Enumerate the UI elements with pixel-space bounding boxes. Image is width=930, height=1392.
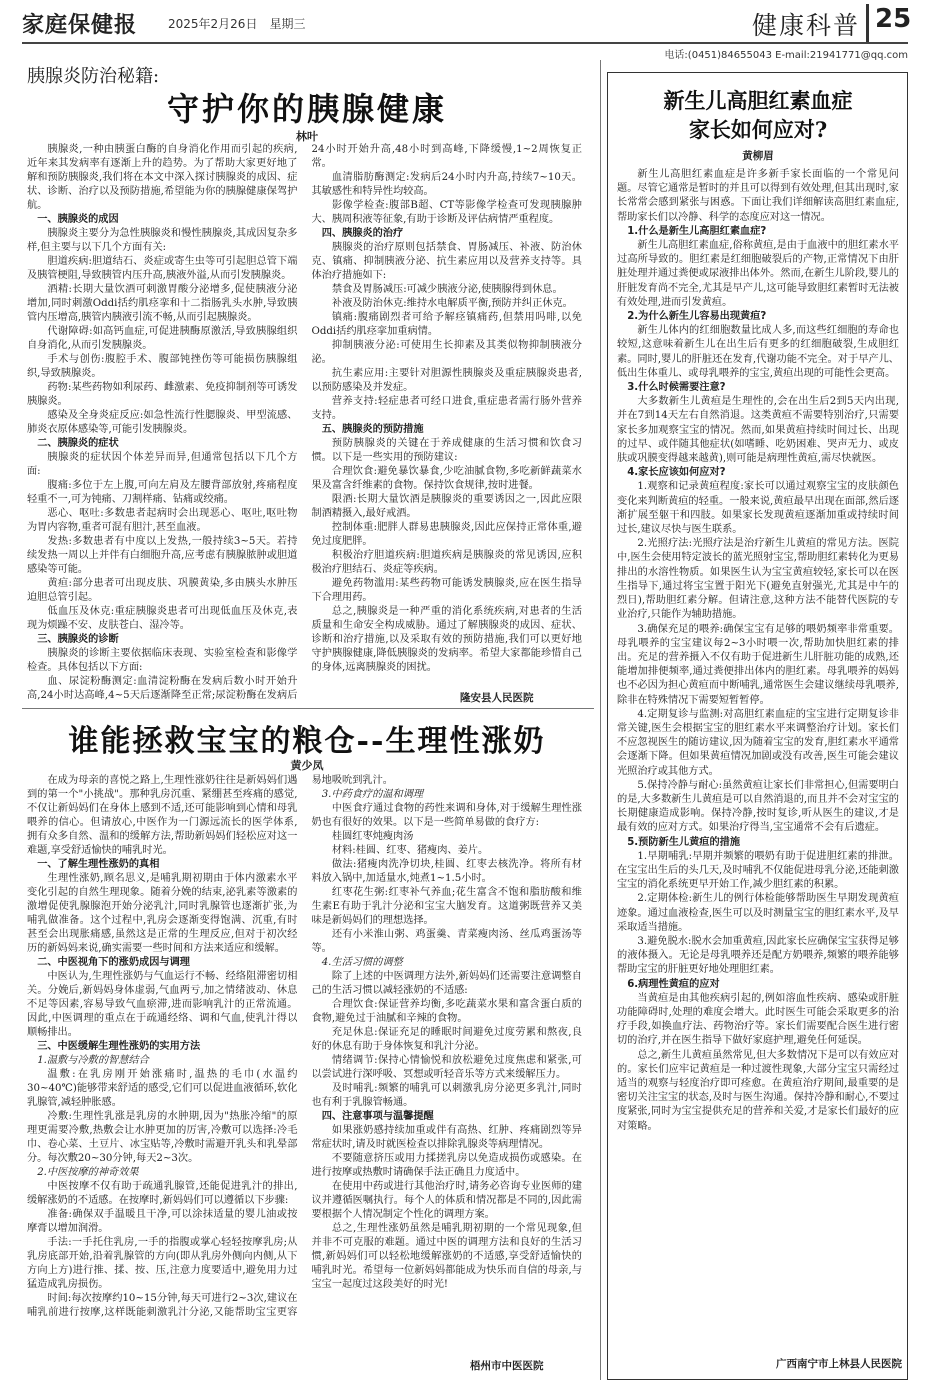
section-heading: 4.生活习惯的调整 (321, 957, 403, 968)
paragraph: 恶心、呕吐:多数患者起病时会出现恶心、呕吐,呕吐物为胃内容物,重者可混有胆汁,甚至血液。 (27, 508, 298, 533)
paragraph: 温敷:在乳房刚开始涨痛时,温热的毛巾(水温约30~40℃)能够带来舒适的感受,它们可以促进血液循环,软化乳腺管,减轻肿胀感。 (27, 1069, 298, 1108)
article1-title: 守护你的胰腺健康 (166, 90, 447, 128)
section-heading: 1.什么是新生儿高胆红素血症? (627, 225, 767, 237)
paragraph: 胰腺炎,一种由胰蛋白酶的自身消化作用而引起的疾病,近年来其发病率有逐渐上升的趋势。为了帮助大家更好地了解和预防胰腺炎,我们将在本文中深入探讨胰腺炎的成因、症状、诊断、治疗以及预防措施,希望能为你的胰腺健康保驾护航。 (27, 144, 298, 211)
paragraph: 1.观察和记录黄疸程度:家长可以通过观察宝宝的皮肤颜色变化来判断黄疸的轻重。一般来说,黄疸最早出现在面部,然后逐渐扩展至躯干和四肢。如果家长发现黄疸逐渐加重或持续时间过长,建议尽快与医生联系。 (617, 481, 899, 536)
section-heading: 2.中医按摩的神奇效果 (37, 1167, 139, 1178)
section-heading: 1.温敷与冷敷的智慧结合 (37, 1055, 149, 1066)
paragraph: 新生儿体内的红细胞数量比成人多,而这些红细胞的寿命也较短,这意味着新生儿在出生后有更多的红细胞破裂,生成胆红素。同时,婴儿的肝脏还在发育,代谢功能不完全。对于早产儿、低出生体重儿、或母乳喂养的宝宝,黄疸出现的可能性会更高。 (617, 325, 899, 379)
section-heading: 二、胰腺炎的症状 (37, 438, 119, 449)
paragraph: 红枣花生粥:红枣补气养血;花生富含不饱和脂肪酸和维生素E有助于乳汁分泌和宝宝大脑发育。这道粥既营养又美味是新妈妈们的理想选择。 (311, 887, 582, 926)
paragraph: 时间:每次按摩约10~15分钟,每天可进行2~3次,建议在哺乳前进行按摩,这样既能刺激乳汁分泌,又能帮助宝宝更容易地吸吮到乳汁。 (27, 775, 393, 1318)
section-heading: 5.预防新生儿黄疸的措施 (627, 836, 741, 848)
paragraph: 手法:一手托住乳房,一手的指腹或掌心轻轻按摩乳房;从乳房底部开始,沿着乳腺管的方向(即从乳房外侧向内侧,从下方向上方)进行推、揉、按、压,注意力度要适中,避免用力过猛造成乳房损伤。 (27, 1237, 298, 1290)
paragraph: 大多数新生儿黄疸是生理性的,会在出生后2到5天内出现,并在7到14天左右自然消退。这类黄疸不需要特别治疗,只需要家长多加观察宝宝的情况。然而,如果黄疸持续时间过长、出现的过早、或伴随其他症状(如嗜睡、吃奶困难、哭声无力、或皮肤或巩膜变得越来越黄),则可能是病理性黄疸,需尽快就医。 (617, 396, 899, 465)
paragraph: 胰腺炎的诊断主要依据临床表现、实验室检查和影像学检查。具体包括以下方面: (27, 648, 298, 673)
section-heading: 五、胰腺炎的预防措施 (321, 424, 424, 435)
article2-body (27, 774, 582, 1370)
paragraph: 及时哺乳:频繁的哺乳可以刺激乳房分泌更多乳汁,同时也有利于乳腺管畅通。 (311, 1083, 582, 1108)
article1-author: 林叶 (296, 130, 318, 143)
paragraph: 酒精:长期大量饮酒可刺激胃酸分泌增多,促使胰液分泌增加,同时刺激Oddi括约肌痉挛和十二指肠乳头水肿,导致胰管内压增高,胰管内胰液引流不畅,从而引起胰腺炎。 (27, 284, 298, 323)
paragraph: 血、尿淀粉酶测定:血清淀粉酶在发病后数小时开始升高,24小时达高峰,4~5天后逐渐降至正常;尿淀粉酶在发病后24小时开始升高,48小时到高峰,下降缓慢,1~2周恢复正常。 (27, 144, 582, 701)
paragraph: 控制体重:肥胖人群易患胰腺炎,因此应保持正常体重,避免过度肥胖。 (311, 522, 582, 547)
paragraph: 中医按摩不仅有助于疏通乳腺管,还能促进乳汁的排出,缓解涨奶的不适感。在按摩时,新妈妈们可以遵循以下步骤: (27, 1181, 298, 1206)
article1-kicker: 胰腺炎防治秘籍: (27, 66, 160, 87)
contact-line: 电话:(0451)84655043 E-mail:21941771@qq.com (664, 50, 908, 61)
section-heading: 3.什么时候需要注意? (627, 382, 726, 394)
paragraph: 新生儿高胆红素血症是许多新手家长面临的一个常见问题。尽管它通常是暂时的并且可以得到有效处理,但其出现时,家长常常会感到紧张与困惑。下面让我们详细解读高胆红素血症,帮助家长们以冷静、科学的态度应对这一情况。 (617, 169, 899, 223)
paragraph: 准备:确保双手温暖且干净,可以涂抹适量的婴儿油或按摩膏以增加润滑。 (27, 1209, 298, 1234)
paragraph: 材料:桂圆、红枣、猪瘦肉、姜片。 (331, 845, 489, 856)
section-heading: 三、中医缓解生理性涨奶的实用方法 (37, 1041, 201, 1052)
paragraph: 不要随意挤压或用力揉搓乳房以免造成损伤或感染。在进行按摩或热敷时请确保手法正确且力度适中。 (311, 1153, 582, 1178)
paragraph: 新生儿高胆红素血症,俗称黄疸,是由于血液中的胆红素水平过高所导致的。胆红素是红细胞破裂后的产物,正常情况下由肝脏处理并通过粪便或尿液排出体外。然而,在新生儿阶段,婴儿的肝脏发育尚不完全,尤其是早产儿,这可能导致胆红素暂时无法被有效处理,进而引发黄疸。 (617, 240, 899, 308)
paragraph: 抗生素应用:主要针对胆源性胰腺炎及重症胰腺炎患者,以预防感染及并发症。 (311, 368, 582, 393)
paragraph: 血清脂肪酶测定:发病后24小时内升高,持续7~10天。其敏感性和特异性均较高。 (311, 172, 582, 197)
paragraph: 避免药物滥用:某些药物可能诱发胰腺炎,应在医生指导下合理用药。 (311, 578, 582, 603)
horizontal-divider (22, 708, 594, 709)
article1-source: 隆安县人民医院 (460, 692, 534, 704)
paragraph: 限酒:长期大量饮酒是胰腺炎的重要诱因之一,因此应限制酒精摄入,最好戒酒。 (311, 494, 582, 519)
article3-source: 广西南宁市上林县人民医院 (776, 1358, 902, 1370)
paragraph: 除了上述的中医调理方法外,新妈妈们还需要注意调整自己的生活习惯以减轻涨奶的不适感: (311, 971, 582, 996)
paragraph: 胰腺炎的症状因个体差异而异,但通常包括以下几个方面: (27, 452, 298, 477)
paragraph: 黄疸:部分患者可出现皮肤、巩膜黄染,多由胰头水肿压迫胆总管引起。 (27, 578, 298, 603)
paragraph: 感染及全身炎症反应:如急性流行性腮腺炎、甲型流感、肺炎衣原体感染等,可能引发胰腺炎。 (27, 410, 298, 435)
paragraph: 影像学检查:腹部B超、CT等影像学检查可发现胰腺肿大、胰周积液等征象,有助于诊断及评估病情严重程度。 (311, 200, 582, 225)
paragraph: 在成为母亲的喜悦之路上,生理性涨奶往往是新妈妈们遇到的第一个"小挑战"。那种乳房沉重、紧绷甚至疼痛的感觉,不仅让新妈妈们在身体上感到不适,还可能影响到心情和母乳喂养的信心。但请放心,中医作为一门源远流长的医学体系,拥有众多自然、温和的缓解方法,帮助新妈妈们轻松应对这一难题,享受舒适愉快的哺乳时光。 (27, 775, 298, 856)
paragraph: 营养支持:轻症患者可经口进食,重症患者需行肠外营养支持。 (311, 396, 582, 421)
paragraph: 4.定期复诊与监测:对高胆红素血症的宝宝进行定期复诊非常关键,医生会根据宝宝的胆红素水平来调整治疗计划。家长们不应忽视医生的随访建议,因为随着宝宝的发育,胆红素水平通常会逐渐下降。但如果黄疸情况加剧或没有改善,医生可能会建议光照治疗或其他方式。 (617, 708, 899, 777)
paragraph: 补液及防治休克:维持水电解质平衡,预防并纠正休克。 (331, 298, 573, 309)
paragraph: 3.避免脱水:脱水会加重黄疸,因此家长应确保宝宝获得足够的液体摄入。无论是母乳喂养还是配方奶喂养,频繁的喂养能够帮助宝宝的肝脏更好地处理胆红素。 (617, 935, 899, 976)
paragraph: 情绪调节:保持心情愉悦和放松避免过度焦虑和紧张,可以尝试进行深呼吸、冥想或听轻音乐等方式来缓解压力。 (311, 1055, 582, 1080)
paragraph: 在使用中药或进行其他治疗时,请务必咨询专业医师的建议并遵循医嘱执行。每个人的体质和情况都是不同的,因此需要根据个人情况制定个性化的调理方案。 (311, 1181, 582, 1220)
paragraph: 腹痛:多位于左上腹,可向左肩及左腰背部放射,疼痛程度轻重不一,可为钝痛、刀割样痛、钻痛或绞痛。 (27, 480, 298, 505)
masthead (22, 4, 912, 44)
paragraph: 2.定期体检:新生儿的例行体检能够帮助医生早期发现黄疸迹象。通过血液检查,医生可以及时测量宝宝的胆红素水平,及早采取适当措施。 (617, 893, 899, 933)
paragraph: 代谢障碍:如高钙血症,可促进胰酶原激活,导致胰腺组织自身消化,从而引发胰腺炎。 (27, 326, 298, 351)
section-heading: 四、胰腺炎的治疗 (321, 228, 404, 239)
article2-source: 梧州市中医医院 (470, 1360, 544, 1372)
paragraph: 禁食及胃肠减压:可减少胰液分泌,使胰腺得到休息。 (331, 284, 563, 295)
section-heading: 四、注意事项与温馨提醒 (321, 1111, 434, 1122)
paragraph: 充足休息:保证充足的睡眠时间避免过度劳累和熬夜,良好的休息有助于身体恢复和乳汁分泌。 (311, 1027, 582, 1052)
section-heading: 一、胰腺炎的成因 (37, 214, 119, 225)
newspaper-name: 家庭保健报 (22, 13, 138, 38)
paragraph: 镇痛:腹痛剧烈者可给予解痉镇痛药,但禁用吗啡,以免Oddi括约肌痉挛加重病情。 (311, 312, 582, 337)
paragraph: 2.光照疗法:光照疗法是治疗新生儿黄疸的常见方法。医院中,医生会使用特定波长的蓝光照射宝宝,帮助胆红素转化为更易排出的水溶性物质。如果医生认为宝宝黄疸较轻,家长可以在医生指导下,通过将宝宝置于阳光下(避免直射强光,尤其是中午的烈日),帮助胆红素分解。但请注意,这种方法不能替代医院的专业治疗,只能作为辅助措施。 (617, 538, 899, 621)
section-heading: 4.家长应该如何应对? (627, 467, 726, 479)
paragraph: 桂圆红枣炖瘦肉汤 (331, 831, 414, 842)
paragraph: 胰腺炎主要分为急性胰腺炎和慢性胰腺炎,其成因复杂多样,但主要与以下几个方面有关: (27, 228, 298, 253)
vertical-divider (600, 60, 601, 1380)
paragraph: 低血压及休克:重症胰腺炎患者可出现低血压及休克,表现为烦躁不安、皮肤苍白、湿冷等。 (27, 606, 298, 631)
section-heading: 3.中药食疗的温和调理 (321, 789, 424, 800)
paragraph: 5.保持冷静与耐心:虽然黄疸让家长们非常担心,但需要明白的是,大多数新生儿黄疸是可以自然消退的,而且并不会对宝宝的长期健康造成影响。保持冷静,按时复诊,听从医生的建议,才是最有效的应对方式。如果治疗得当,宝宝通常不会有后遗症。 (617, 779, 899, 834)
paragraph: 冷敷:生理性乳涨是乳房的水肿期,因为"热胀冷缩"的原理更需要冷敷,热敷会让水肿更加的厉害,冷敷可以选择:冷毛巾、卷心菜、土豆片、冰宝贴等,冷敷时需避开乳头和乳晕部分。每次敷20~30分钟,每天2~3次。 (27, 1111, 298, 1164)
paragraph: 手术与创伤:腹腔手术、腹部钝挫伤等可能损伤胰腺组织,导致胰腺炎。 (27, 354, 298, 379)
paragraph: 当黄疸是由其他疾病引起的,例如溶血性疾病、感染或肝脏功能障碍时,处理的难度会增大。此时医生可能会采取更多的治疗手段,如换血疗法、药物治疗等。家长们需要配合医生进行密切的治疗,并在医生指导下做好家庭护理,避免任何延误。 (617, 992, 899, 1047)
paragraph: 胆道疾病:胆道结石、炎症或寄生虫等可引起胆总管下端及胰管梗阻,导致胰管内压升高,胰液外溢,从而引发胰腺炎。 (27, 256, 298, 281)
section-heading: 三、胰腺炎的诊断 (37, 634, 119, 645)
paragraph: 总之,生理性涨奶虽然是哺乳期初期的一个常见现象,但并非不可克服的难题。通过中医的调理方法和良好的生活习惯,新妈妈们可以轻松地缓解涨奶的不适感,享受舒适愉快的哺乳时光。希望每一位新妈妈都能成为快乐而自信的母亲,与宝宝一起度过这段美好的时光! (311, 1223, 582, 1290)
paragraph: 发热:多数患者有中度以上发热,一般持续3~5天。若持续发热一周以上并伴有白细胞升高,应考虑有胰腺脓肿或胆道感染等可能。 (27, 536, 298, 575)
section-heading: 一、了解生理性涨奶的真相 (37, 859, 160, 870)
paragraph: 预防胰腺炎的关键在于养成健康的生活习惯和饮食习惯。以下是一些实用的预防建议: (311, 438, 582, 463)
article2-author: 黄少凤 (290, 759, 324, 772)
paragraph: 1.早期哺乳:早期并频繁的喂奶有助于促进胆红素的排泄。在宝宝出生后的头几天,及时哺乳不仅能促进母乳分泌,还能刺激宝宝的消化系统更早开始工作,减少胆红素的积累。 (617, 850, 899, 891)
section-heading: 6.病理性黄疸的应对 (627, 978, 720, 990)
paragraph: 中医食疗通过食物的药性来调和身体,对于缓解生理性涨奶也有很好的效果。以下是一些简单易做的食疗方: (311, 803, 582, 828)
paragraph: 胰腺炎的治疗原则包括禁食、胃肠减压、补液、防治休克、镇痛、抑制胰液分泌、抗生素应用以及营养支持等。具体治疗措施如下: (311, 242, 582, 281)
article3-author: 黄柳眉 (742, 150, 774, 162)
paragraph: 积极治疗胆道疾病:胆道疾病是胰腺炎的常见诱因,应积极治疗胆结石、炎症等疾病。 (311, 550, 582, 575)
issue-date: 2025年2月26日 星期三 (168, 17, 306, 31)
paragraph: 生理性涨奶,顾名思义,是哺乳期初期由于体内激素水平变化引起的自然生理现象。随着分娩的结束,泌乳素等激素的激增促使乳腺腺泡开始分泌乳汁,同时乳腺管也逐渐扩张,为哺乳做准备。这个过程中,乳房会逐渐变得饱满、沉重,有时甚至会出现胀痛感,虽然这是正常的生理反应,但对于初次经历的新妈妈来说,确实需要一些时间和方法来适应和缓解。 (27, 873, 298, 954)
paragraph: 中医认为,生理性涨奶与气血运行不畅、经络阻滞密切相关。分娩后,新妈妈身体虚弱,气血两亏,加之情绪波动、休息不足等因素,容易导致气血瘀滞,进而影响乳汁的正常流通。因此,中医调理的重点在于疏通经络、调和气血,使乳汁得以顺畅排出。 (27, 971, 298, 1038)
paragraph: 还有小米淮山粥、鸡蛋羹、青菜瘦肉汤、丝瓜鸡蛋汤等等。 (311, 929, 582, 954)
paragraph: 合理饮食:避免暴饮暴食,少吃油腻食物,多吃新鲜蔬菜水果及富含纤维素的食物。保持饮食规律,按时进餐。 (311, 466, 582, 491)
article2-title: 谁能拯救宝宝的粮仓--生理性涨奶 (68, 724, 546, 759)
paragraph: 总之,胰腺炎是一种严重的消化系统疾病,对患者的生活质量和生命安全构成威胁。通过了解胰腺炎的成因、症状、诊断和治疗措施,以及采取有效的预防措施,我们可以更好地守护胰腺健康,降低胰腺炎的发病率。希望大家都能珍惜自己的身体,远离胰腺炎的困扰。 (311, 606, 582, 673)
paragraph: 合理饮食:保证营养均衡,多吃蔬菜水果和富含蛋白质的食物,避免过于油腻和辛辣的食物。 (311, 999, 582, 1024)
section-title: 健康科普 (751, 11, 860, 40)
article3-body (617, 168, 899, 1356)
paragraph: 药物:某些药物如利尿药、雌激素、免疫抑制剂等可诱发胰腺炎。 (27, 382, 298, 407)
paragraph: 总之,新生儿黄疸虽然常见,但大多数情况下是可以有效应对的。家长们应牢记黄疸是一种过渡性现象,大部分宝宝只需经过适当的观察与轻度治疗即可痊愈。在黄疸治疗期间,最重要的是密切关注宝宝的状态,及时与医生沟通。保持冷静和耐心,不要过度紧张,同时为宝宝提供充足的营养和关爱,才是家长们最好的应对策略。 (617, 1049, 899, 1132)
page-number: 25 (866, 4, 908, 42)
section-heading: 2.为什么新生儿容易出现黄疸? (627, 311, 767, 323)
paragraph: 3.确保充足的喂养:确保宝宝有足够的喂奶频率非常重要。母乳喂养的宝宝建议每2~3小时喂一次,帮助加快胆红素的排出。充足的营养摄入不仅有助于促进新生儿肝脏功能的成熟,还能增加排便频率,通过粪便排出体内的胆红素。母乳喂养的妈妈也不必因为担心黄疸而中断哺乳,通常医生会建议继续母乳喂养,除非在特殊情况下需要短暂暂停。 (617, 623, 899, 706)
paragraph: 如果涨奶感持续加重或伴有高热、红肿、疼痛剧烈等异常症状时,请及时就医检查以排除乳腺炎等病理情况。 (311, 1125, 582, 1150)
paragraph: 抑制胰液分泌:可使用生长抑素及其类似物抑制胰液分泌。 (311, 340, 582, 365)
article3-title: 新生儿高胆红素血症 家长如何应对? (663, 88, 853, 142)
section-heading: 二、中医视角下的涨奶成因与调理 (37, 957, 190, 968)
article1-body (27, 143, 582, 703)
paragraph: 做法:猪瘦肉洗净切块,桂圆、红枣去核洗净。将所有材料放入锅中,加适量水,炖煮1~1.5小时。 (311, 859, 582, 884)
